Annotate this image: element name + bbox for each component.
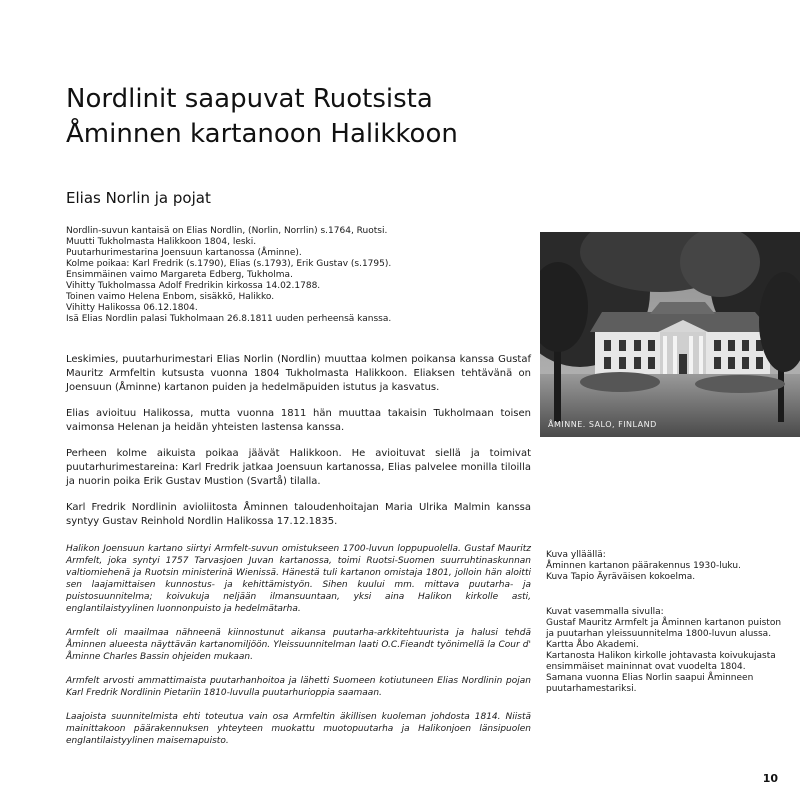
section-subtitle: Elias Norlin ja pojat [66,189,211,207]
body-text [66,353,531,541]
fact-line: Vihitty Tukholmassa Adolf Fredrikin kirkossa 14.02.1788. [66,281,321,291]
left-page-caption-block [546,607,786,695]
fact-line: Kolme poikaa: Karl Fredrik (s.1790), Elias (s.1793), Erik Gustav (s.1795). [66,259,392,269]
history-paragraph: Armfelt oli maailmaa nähneenä kiinnostunut aikansa puutarha-arkkitehtuurista ja halusi tehdä Åminnen alueesta näyttävän kartanomiljöön. Yleissuunnitelman laati O.C.Fieandt työnimellä la Cour d' Åminne Charles Bassin ohjeiden mukaan. [66,628,531,662]
fact-line: Isä Elias Nordlin palasi Tukholmaan 26.8.1811 uuden perheensä kanssa. [66,314,392,324]
fact-line: Nordlin-suvun kantaisä on Elias Nordlin, (Norlin, Norrlin) s.1764, Ruotsi. [66,226,388,236]
caption-line: Kartanosta Halikon kirkolle johtavasta koivukujasta [546,651,776,661]
caption-line: Gustaf Mauritz Armfelt ja Åminnen kartanon puiston [546,618,782,628]
fact-line: Ensimmäinen vaimo Margareta Edberg, Tukholma. [66,270,293,280]
body-paragraph: Elias avioituu Halikossa, mutta vuonna 1811 hän muuttaa takaisin Tukholmaan toisen vaimonsa Helenan ja heidän yhteisten lastensa kanssa. [66,408,531,433]
caption-line: Åminnen kartanon päärakennus 1930-luku. [546,561,741,571]
body-paragraph: Karl Fredrik Nordlinin avioliitosta Åminnen taloudenhoitajan Maria Ulrika Malmin kanssa syntyy Gustav Reinhold Nordlin Halikossa 17.12.1835. [66,502,531,527]
page-number: 10 [762,772,778,785]
caption-line: Kuvat vasemmalla sivulla: [546,607,664,617]
fact-line: Toinen vaimo Helena Enbom, sisäkkö, Halikko. [66,292,275,302]
caption-line: ensimmäiset maininnat ovat vuodelta 1804. [546,662,746,672]
history-paragraph: Laajoista suunnitelmista ehti toteutua vain osa Armfeltin äkillisen kuoleman johdosta 1814. Niistä mainittakoon päärakennuksen yhteyteen muokattu muotopuutarha ja Halikonjoen länsipuolen englantilaistyylinen maisemapuisto. [66,712,531,746]
fact-line: Vihitty Halikossa 06.12.1804. [66,303,198,313]
page-title-line-1: Nordlinit saapuvat Ruotsista [66,84,433,114]
manor-photo-illustration [540,232,800,437]
page-title [66,82,566,152]
caption-line: ja puutarhan yleissuunnitelma 1800-luvun alussa. [546,629,772,639]
caption-line: Kuva ylläällä: [546,550,606,560]
fact-line: Muutti Tukholmasta Halikkoon 1804, leski. [66,237,257,247]
caption-line: Samana vuonna Elias Norlin saapui Åminneen [546,673,754,683]
history-text [66,543,531,759]
family-facts [66,226,426,325]
history-paragraph: Armfelt arvosti ammattimaista puutarhanhoitoa ja lähetti Suomeen kotiutuneen Elias Nordlinin pojan Karl Fredrik Nordlinin Pietariin 1810-luvulla puutarhurioppia saamaan. [66,676,531,698]
body-paragraph: Leskimies, puutarhurimestari Elias Norlin (Nordlin) muuttaa kolmen poikansa kanssa Gustaf Mauritz Armfeltin kutsusta vuonna 1804 Tukholmasta Halikkoon. Eliaksen tehtävänä on Joensuun (Åminne) kartanon puiden ja hedelmäpuiden istutus ja kasvatus. [66,354,531,393]
manor-photo [540,232,800,437]
body-paragraph: Perheen kolme aikuista poikaa jäävät Halikkoon. He avioituvat siellä ja toimivat puutarhurimestareina: Karl Fredrik jatkaa Joensuun kartanossa, Elias palvelee monilla tiloilla ja nuorin poika Erik Gustav Mustion (Svartå) tilalla. [66,448,531,487]
caption-line: Kuva Tapio Äyräväisen kokoelma. [546,572,696,582]
photo-caption: ÅMINNE. SALO, FINLAND [548,420,657,429]
photo-caption-block [546,550,786,583]
page-title-line-2: Åminnen kartanoon Halikkoon [66,119,458,149]
caption-line: puutarhamestariksi. [546,684,637,694]
caption-line: Kartta Åbo Akademi. [546,640,639,650]
fact-line: Puutarhurimestarina Joensuun kartanossa (Åminne). [66,248,302,258]
history-paragraph: Halikon Joensuun kartano siirtyi Armfelt-suvun omistukseen 1700-luvun loppupuolella. Gustaf Mauritz Armfelt, joka syntyi 1757 Tarvasjoen Juvan kartanossa, toimi Ruotsi-Suomen suurruhtinaskunnan valtiomiehenä ja Ruotsin ministerinä Wienissä. Hänestä tuli kartanon omistaja 1801, jolloin hän aloitti sen laajamittaisen kunnostus- ja kehittämistyön. Sihen kuului mm. mittava puutarha- ja puistosuunnitelma; koivukuja neljään ilmansuuntaan, yksi aina Halikon kirkolle asti, englantilaistyylinen luonnonpuisto ja hedelmätarha. [66,544,531,614]
